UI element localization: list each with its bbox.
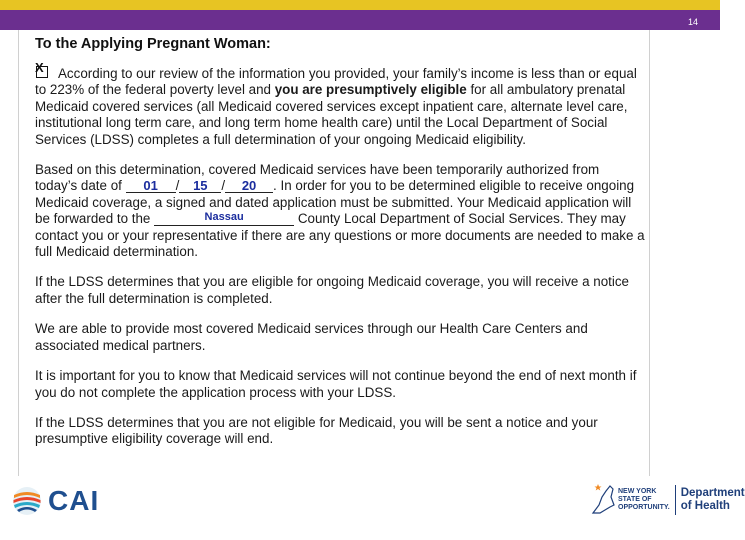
- letter-body: [35, 36, 645, 462]
- not-eligible-paragraph: If the LDSS determines that you are not eligible for Medicaid, you will be sent a notice and your presumptive eligibility coverage will end.: [35, 414, 598, 447]
- year-field[interactable]: 20: [225, 179, 273, 193]
- letter-heading: To the Applying Pregnant Woman:: [35, 36, 271, 52]
- eligibility-paragraph: [35, 60, 645, 148]
- ny-state-outline-icon: [590, 483, 616, 517]
- cai-globe-icon: [12, 486, 42, 516]
- day-field[interactable]: 15: [179, 179, 221, 193]
- authorization-paragraph: Based on this determination, covered Medicaid services have been temporarily authorized from today’s date of 01 / 15 / 20 . In order for you to be determined eligible to receive ongoing Medicaid coverage, a signed and dated application must be submitted. Your Medicaid application will be forwarded to the $^{Nassau}$ County Local Department of Social Services. They may contact you or your representative if there are any questions or more documents are needed to make a full Medicaid determination.: [35, 162, 645, 260]
- para2-text-c: County Local Department of Social Services. They may contact you or your representative if there are any questions or more documents are needed to make a full Medicaid determination.: [35, 211, 645, 260]
- para1-text-a: According to our review of the information you provided, your family’s income is less than or equal to 223% of the federal poverty level and: [35, 66, 637, 98]
- health-centers-paragraph: We are able to provide most covered Medicaid services through our Health Care Centers and associated medical partners.: [35, 321, 588, 353]
- department-of-health-text: Department of Health: [680, 487, 745, 512]
- cai-logo: [12, 485, 99, 517]
- top-bar: [0, 0, 720, 30]
- cai-logo-text: CAI: [48, 485, 100, 516]
- para2-text-a: Based on this determination, covered Medicaid services have been temporarily authorized from today’s date of: [35, 162, 600, 194]
- county-field[interactable]: Nassau: [154, 212, 294, 226]
- eligibility-checkbox[interactable]: [35, 60, 48, 78]
- month-field[interactable]: 01: [126, 179, 176, 193]
- ongoing-coverage-paragraph: If the LDSS determines that you are eligible for ongoing Medicaid coverage, you will receive a notice after the full determination is completed.: [35, 274, 629, 306]
- accent-strip: [0, 0, 720, 10]
- nys-doh-logo: [590, 483, 745, 517]
- continuation-paragraph: It is important for you to know that Medicaid services will not continue beyond the end of next month if you do not complete the application process with your LDSS.: [35, 368, 637, 400]
- check-mark-icon: X: [35, 60, 44, 75]
- para2-text-b: . In order for you to be determined eligible to receive ongoing Medicaid coverage, a signed and dated application must be submitted. Your Medicaid application will be forwarded to the: [35, 178, 635, 227]
- document-page: [18, 30, 650, 476]
- para1-bold: you are presumptively eligible: [274, 82, 467, 98]
- para1-text-b: for all ambulatory prenatal Medicaid covered services (all Medicaid covered services except inpatient care, alternate level care, institutional long term care, and long term home health care) until the Local Department of Social Services (LDSS) completes a full determination of your ongoing Medicaid eligibility.: [35, 82, 628, 147]
- logo-divider: [675, 485, 676, 515]
- ny-state-text: NEW YORK STATE OF OPPORTUNITY.: [618, 488, 670, 511]
- slide-number: 14: [687, 17, 698, 27]
